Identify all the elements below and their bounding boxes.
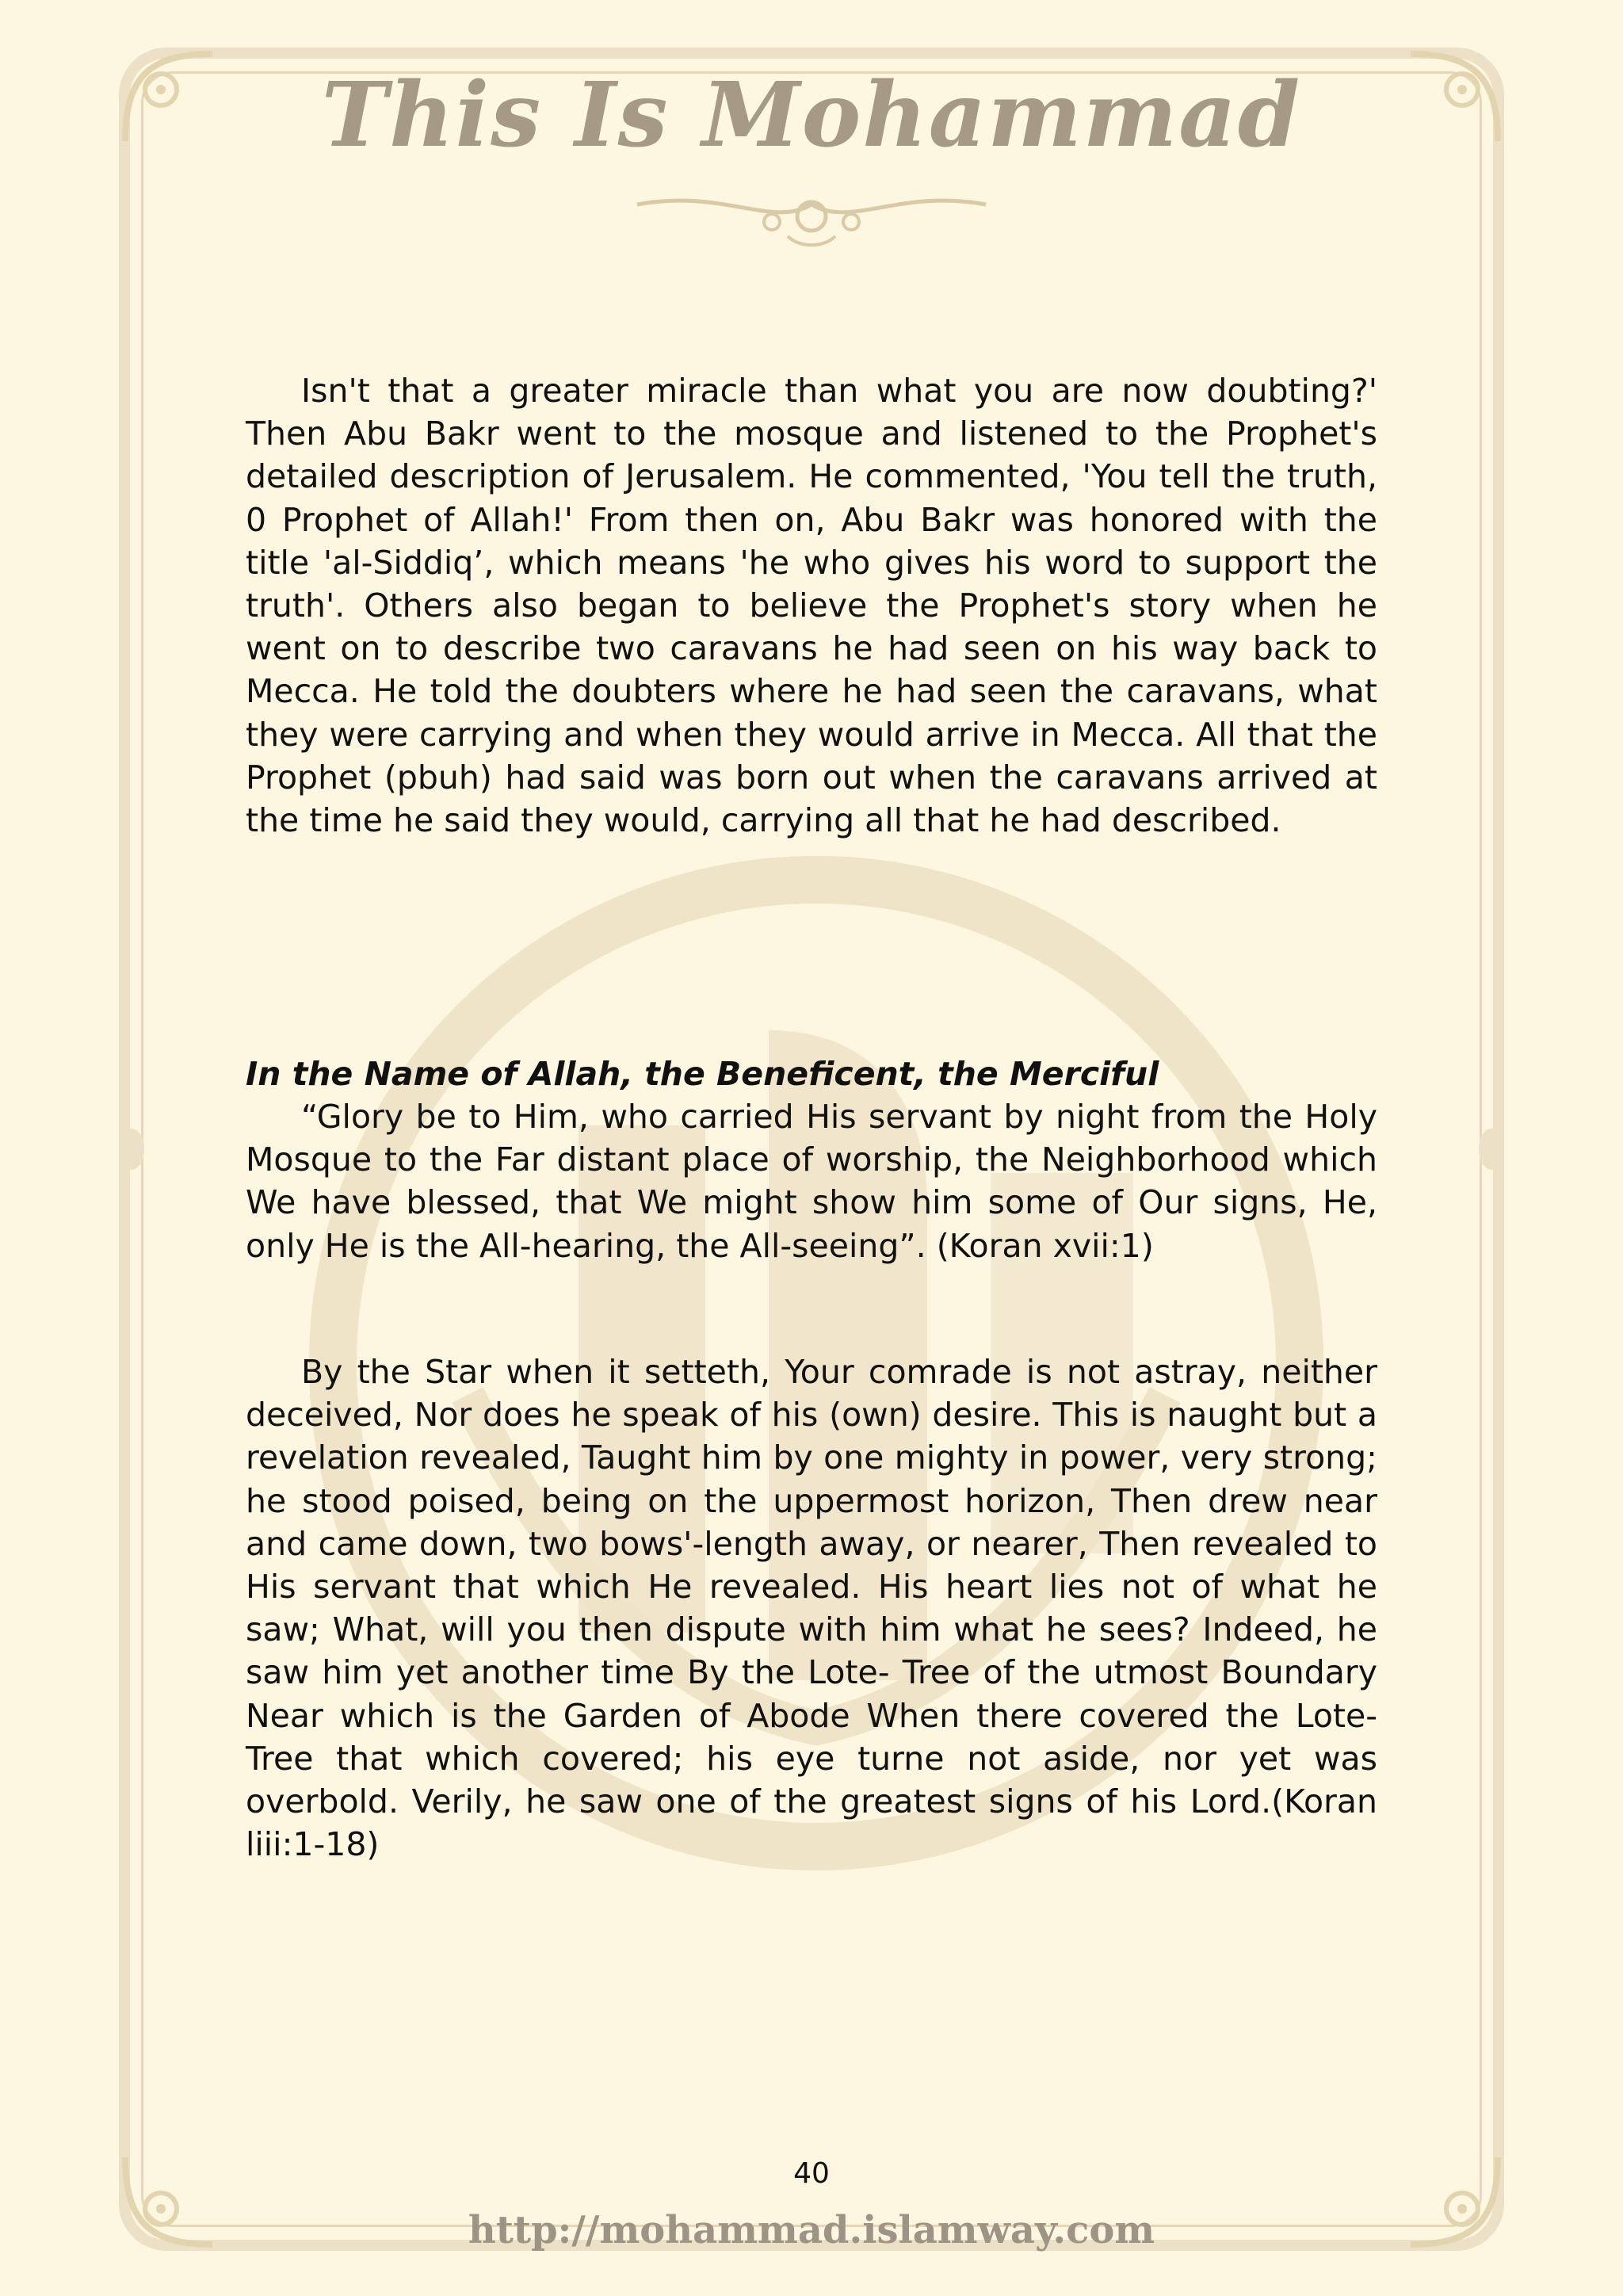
body-section-3 [246, 1350, 1377, 1866]
header-flourish-ornament [629, 181, 994, 252]
side-ornament-right [1476, 1125, 1507, 1173]
paragraph-koran-xvii: “Glory be to Him, who carried His servant by night from the Holy Mosque to the Far distant place of worship, the Neighborhood which We have blessed, that We might show him some of Our signs, He, only He is the All-hearing, the All-seeing”. (Koran xvii:1) [246, 1098, 1377, 1265]
side-ornament-left [116, 1125, 147, 1173]
paragraph-koran-liii: By the Star when it setteth, Your comrade is not astray, neither deceived, Nor does he speak of his (own) desire. This is naught but a revelation revealed, Taught him by one mighty in power, very strong; he stood poised, being on the uppermost horizon, Then drew near and came down, two bows'-length away, or nearer, Then revealed to His servant that which He revealed. His heart lies not of what he saw; What, will you then dispute with him what he sees? Indeed, he saw him yet another time By the Lote- Tree of the utmost Boundary Near which is the Garden of Abode When there covered the Lote- Tree that which covered; his eye turne not aside, nor yet was overbold. Verily, he saw one of the greatest signs of his Lord.(Koran liii:1-18) [246, 1353, 1377, 1864]
body-section-1 [246, 369, 1377, 842]
paragraph-abu-bakr: Isn't that a greater miracle than what you are now doubting?' Then Abu Bakr went to the mosque and listened to the Prophet's detailed description of Jerusalem. He commented, 'You tell the truth, 0 Prophet of Allah!' From then on, Abu Bakr was honored with the title 'al-Siddiq’, which means 'he who gives his word to support the truth'. Others also began to believe the Prophet's story when he went on to describe two caravans he had seen on his way back to Mecca. He told the doubters where he had seen the caravans, what they were carrying and when they would arrive in Mecca. All that the Prophet (pbuh) had said was born out when the caravans arrived at the time he said they would, carrying all that he had described. [246, 372, 1377, 840]
page-number: 40 [793, 2157, 830, 2190]
section-heading: In the Name of Allah, the Beneficent, the Merciful [246, 1055, 1159, 1093]
footer-url: http://mohammad.islamway.com [468, 2208, 1155, 2252]
body-section-2 [246, 1052, 1377, 1267]
page-header-title: This Is Mohammad [321, 63, 1302, 167]
